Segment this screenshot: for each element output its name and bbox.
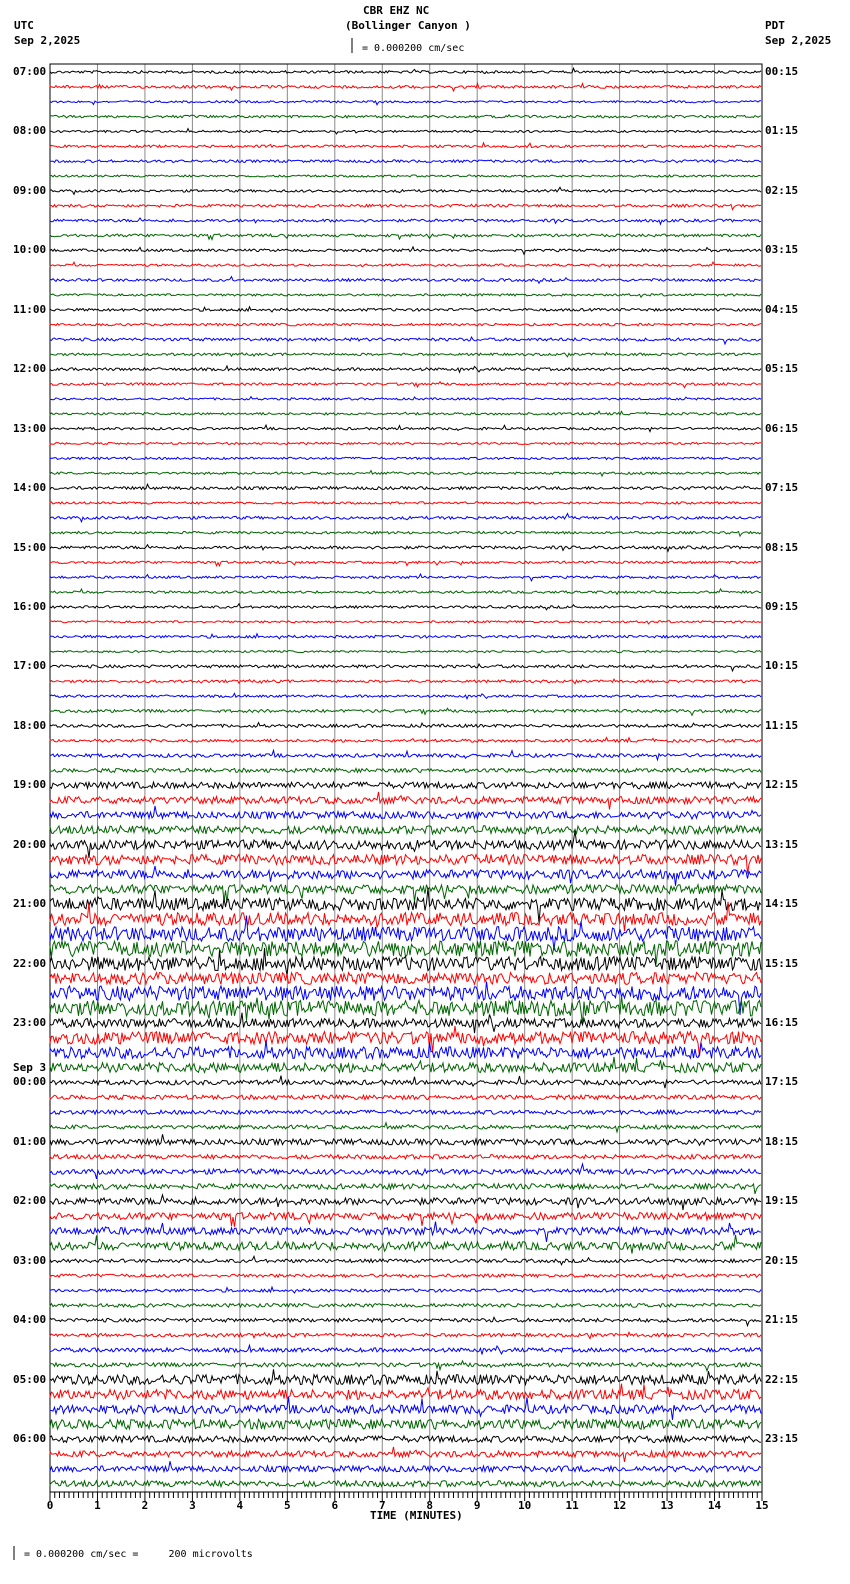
chart-title: CBR EHZ NC	[363, 4, 430, 17]
seismic-trace	[50, 443, 761, 445]
right-hour-label: 18:15	[765, 1134, 799, 1148]
seismic-trace	[50, 1134, 761, 1145]
seismic-trace	[50, 561, 761, 566]
seismic-trace	[50, 143, 761, 148]
x-tick-label: 13	[660, 1499, 674, 1512]
seismic-trace	[50, 1447, 761, 1462]
seismic-trace	[50, 1155, 761, 1159]
right-hour-label: 06:15	[765, 421, 799, 435]
left-hour-label: 08:00	[13, 124, 47, 138]
seismic-trace	[50, 866, 761, 886]
left-hour-label: 15:00	[13, 540, 47, 554]
seismic-trace	[50, 750, 761, 759]
left-hour-label: 02:00	[13, 1194, 47, 1208]
right-hour-label: 05:15	[765, 362, 799, 376]
seismic-trace	[50, 1384, 761, 1400]
seismic-trace	[50, 782, 761, 789]
x-tick-label: 8	[426, 1499, 434, 1512]
x-tick-label: 15	[755, 1499, 769, 1512]
right-hour-label: 17:15	[765, 1075, 799, 1089]
seismic-trace	[50, 187, 761, 194]
x-tick-label: 6	[331, 1499, 339, 1512]
seismic-trace	[50, 1213, 761, 1227]
right-hour-label: 22:15	[765, 1372, 799, 1386]
seismic-trace	[50, 1274, 761, 1279]
right-hour-label: 13:15	[765, 837, 799, 851]
right-hour-label: 12:15	[765, 778, 799, 792]
seismic-trace	[50, 531, 761, 536]
right-hour-label: 16:15	[765, 1016, 799, 1030]
left-hour-label: 12:00	[13, 362, 47, 376]
seismic-trace	[50, 115, 761, 118]
seismic-trace	[50, 604, 761, 610]
seismic-trace	[50, 84, 761, 92]
seismic-trace	[50, 982, 761, 1015]
seismic-trace	[50, 1195, 761, 1210]
left-hour-label: 09:00	[13, 183, 47, 197]
seismic-trace	[50, 1076, 761, 1089]
left-date: Sep 2,2025	[14, 34, 81, 47]
left-hour-label: 01:00	[13, 1134, 47, 1148]
left-hour-label: 05:00	[13, 1372, 47, 1386]
seismic-trace	[50, 1222, 761, 1242]
seismic-trace	[50, 1461, 761, 1472]
x-tick-label: 3	[189, 1499, 196, 1512]
seismic-trace	[50, 337, 761, 344]
left-hour-label: 03:00	[13, 1253, 47, 1267]
seismic-trace	[50, 204, 761, 209]
seismic-trace	[50, 1419, 761, 1429]
right-hour-label: 15:15	[765, 956, 799, 970]
seismic-trace	[50, 1164, 761, 1179]
seismic-trace	[50, 323, 761, 326]
seismic-trace	[50, 1123, 761, 1132]
left-hour-label: 10:00	[13, 243, 47, 257]
seismic-trace	[50, 1057, 761, 1072]
seismic-trace	[50, 514, 761, 522]
seismic-trace	[50, 1304, 761, 1308]
seismic-trace	[50, 634, 761, 639]
seismic-trace	[50, 693, 761, 698]
seismic-trace	[50, 471, 761, 477]
x-tick-label: 0	[46, 1499, 54, 1512]
seismic-trace	[50, 1397, 761, 1420]
seismic-trace	[50, 457, 761, 459]
right-hour-label: 23:15	[765, 1432, 799, 1446]
seismic-trace	[50, 175, 761, 177]
left-hour-label: 20:00	[13, 837, 47, 851]
x-tick-label: 7	[378, 1499, 386, 1512]
left-hour-label: 13:00	[13, 421, 47, 435]
seismic-trace	[50, 307, 761, 312]
seismic-trace	[50, 218, 761, 224]
left-hour-label: 17:00	[13, 659, 47, 673]
right-hour-label: 14:15	[765, 897, 799, 911]
right-hour-label: 19:15	[765, 1194, 799, 1208]
seismic-trace	[50, 973, 761, 985]
left-hour-label: 19:00	[13, 778, 47, 792]
right-hour-label: 02:15	[765, 183, 799, 197]
x-tick-label: 4	[236, 1499, 244, 1512]
seismic-trace	[50, 234, 761, 239]
left-hour-label: 21:00	[13, 897, 47, 911]
seismic-trace	[50, 100, 761, 105]
right-hour-label: 10:15	[765, 659, 799, 673]
seismic-trace	[50, 855, 761, 874]
station-name: (Bollinger Canyon )	[345, 19, 471, 32]
right-hour-label: 03:15	[765, 243, 799, 257]
seismic-trace	[50, 664, 761, 671]
seismic-trace	[50, 1235, 761, 1254]
left-hour-label: 16:00	[13, 599, 47, 613]
left-timezone: UTC	[14, 19, 34, 32]
seismic-trace	[50, 545, 761, 552]
seismic-trace	[50, 262, 761, 267]
left-hour-label: 18:00	[13, 718, 47, 732]
left-hour-label: 04:00	[13, 1313, 47, 1327]
seismic-trace	[50, 1184, 761, 1194]
seismic-trace	[50, 1436, 761, 1443]
left-hour-label: 11:00	[13, 302, 47, 316]
left-hour-label: 14:00	[13, 481, 47, 495]
right-hour-label: 00:15	[765, 65, 799, 78]
seismic-trace	[50, 294, 761, 297]
seismic-trace	[50, 1095, 761, 1100]
x-tick-label: 2	[141, 1499, 149, 1512]
seismic-trace	[50, 382, 761, 388]
x-tick-label: 11	[565, 1499, 579, 1512]
seismic-trace	[50, 1481, 761, 1487]
seismic-trace	[50, 948, 761, 975]
seismic-trace	[50, 621, 761, 624]
seismic-trace	[50, 1369, 761, 1384]
right-hour-label: 04:15	[765, 302, 799, 316]
left-hour-label: 23:00	[13, 1016, 47, 1030]
seismic-trace	[50, 589, 761, 594]
seismic-trace	[50, 738, 761, 743]
plot-frame	[50, 64, 762, 1492]
seismic-trace	[50, 1361, 761, 1371]
seismic-trace	[50, 397, 761, 400]
seismic-trace	[50, 247, 761, 254]
seismic-trace	[50, 277, 761, 284]
seismic-trace	[50, 1317, 761, 1325]
seismic-trace	[50, 1332, 761, 1338]
seismic-trace	[50, 1256, 761, 1264]
seismic-trace	[50, 160, 761, 163]
seismic-trace	[50, 366, 761, 372]
x-axis-label: TIME (MINUTES)	[370, 1509, 463, 1522]
x-tick-label: 9	[473, 1499, 481, 1512]
footer-scale: = 0.000200 cm/sec = 200 microvolts	[24, 1549, 253, 1560]
seismic-trace	[50, 792, 761, 810]
seismic-trace	[50, 352, 761, 356]
x-tick-label: 10	[518, 1499, 532, 1512]
seismic-trace	[50, 768, 761, 772]
left-hour-label: 06:00	[13, 1432, 47, 1446]
seismic-trace	[50, 1110, 761, 1114]
seismic-trace	[50, 574, 761, 581]
seismic-trace	[50, 411, 761, 415]
seismic-trace	[50, 806, 761, 819]
left-hour-label: 22:00	[13, 956, 47, 970]
date-change-label: Sep 3	[13, 1061, 47, 1075]
seismic-trace	[50, 502, 761, 504]
right-hour-label: 09:15	[765, 599, 799, 613]
seismic-trace	[50, 723, 761, 728]
right-hour-label: 07:15	[765, 481, 799, 495]
seismic-trace	[50, 1287, 761, 1293]
left-hour-label: 07:00	[13, 65, 47, 78]
x-tick-label: 12	[612, 1499, 627, 1512]
seismic-trace	[50, 129, 761, 134]
seismic-trace	[50, 1345, 761, 1354]
x-tick-label: 1	[94, 1499, 101, 1512]
x-tick-label: 5	[284, 1499, 291, 1512]
x-tick-label: 14	[707, 1499, 722, 1512]
seismic-trace	[50, 425, 761, 432]
seismic-trace	[50, 826, 761, 834]
right-timezone: PDT	[765, 19, 785, 32]
seismic-trace	[50, 708, 761, 715]
seismic-trace	[50, 679, 761, 684]
scale-label: = 0.000200 cm/sec	[362, 43, 465, 54]
seismic-trace	[50, 484, 761, 490]
seismic-trace	[50, 651, 761, 653]
right-hour-label: 21:15	[765, 1313, 799, 1327]
left-hour-label: 00:00	[13, 1075, 47, 1089]
right-hour-label: 08:15	[765, 540, 799, 554]
seismic-trace	[50, 68, 761, 73]
seismic-trace	[50, 1041, 761, 1059]
right-hour-label: 11:15	[765, 718, 799, 732]
right-date: Sep 2,2025	[765, 34, 832, 47]
right-hour-label: 20:15	[765, 1253, 799, 1267]
right-hour-label: 01:15	[765, 124, 799, 138]
